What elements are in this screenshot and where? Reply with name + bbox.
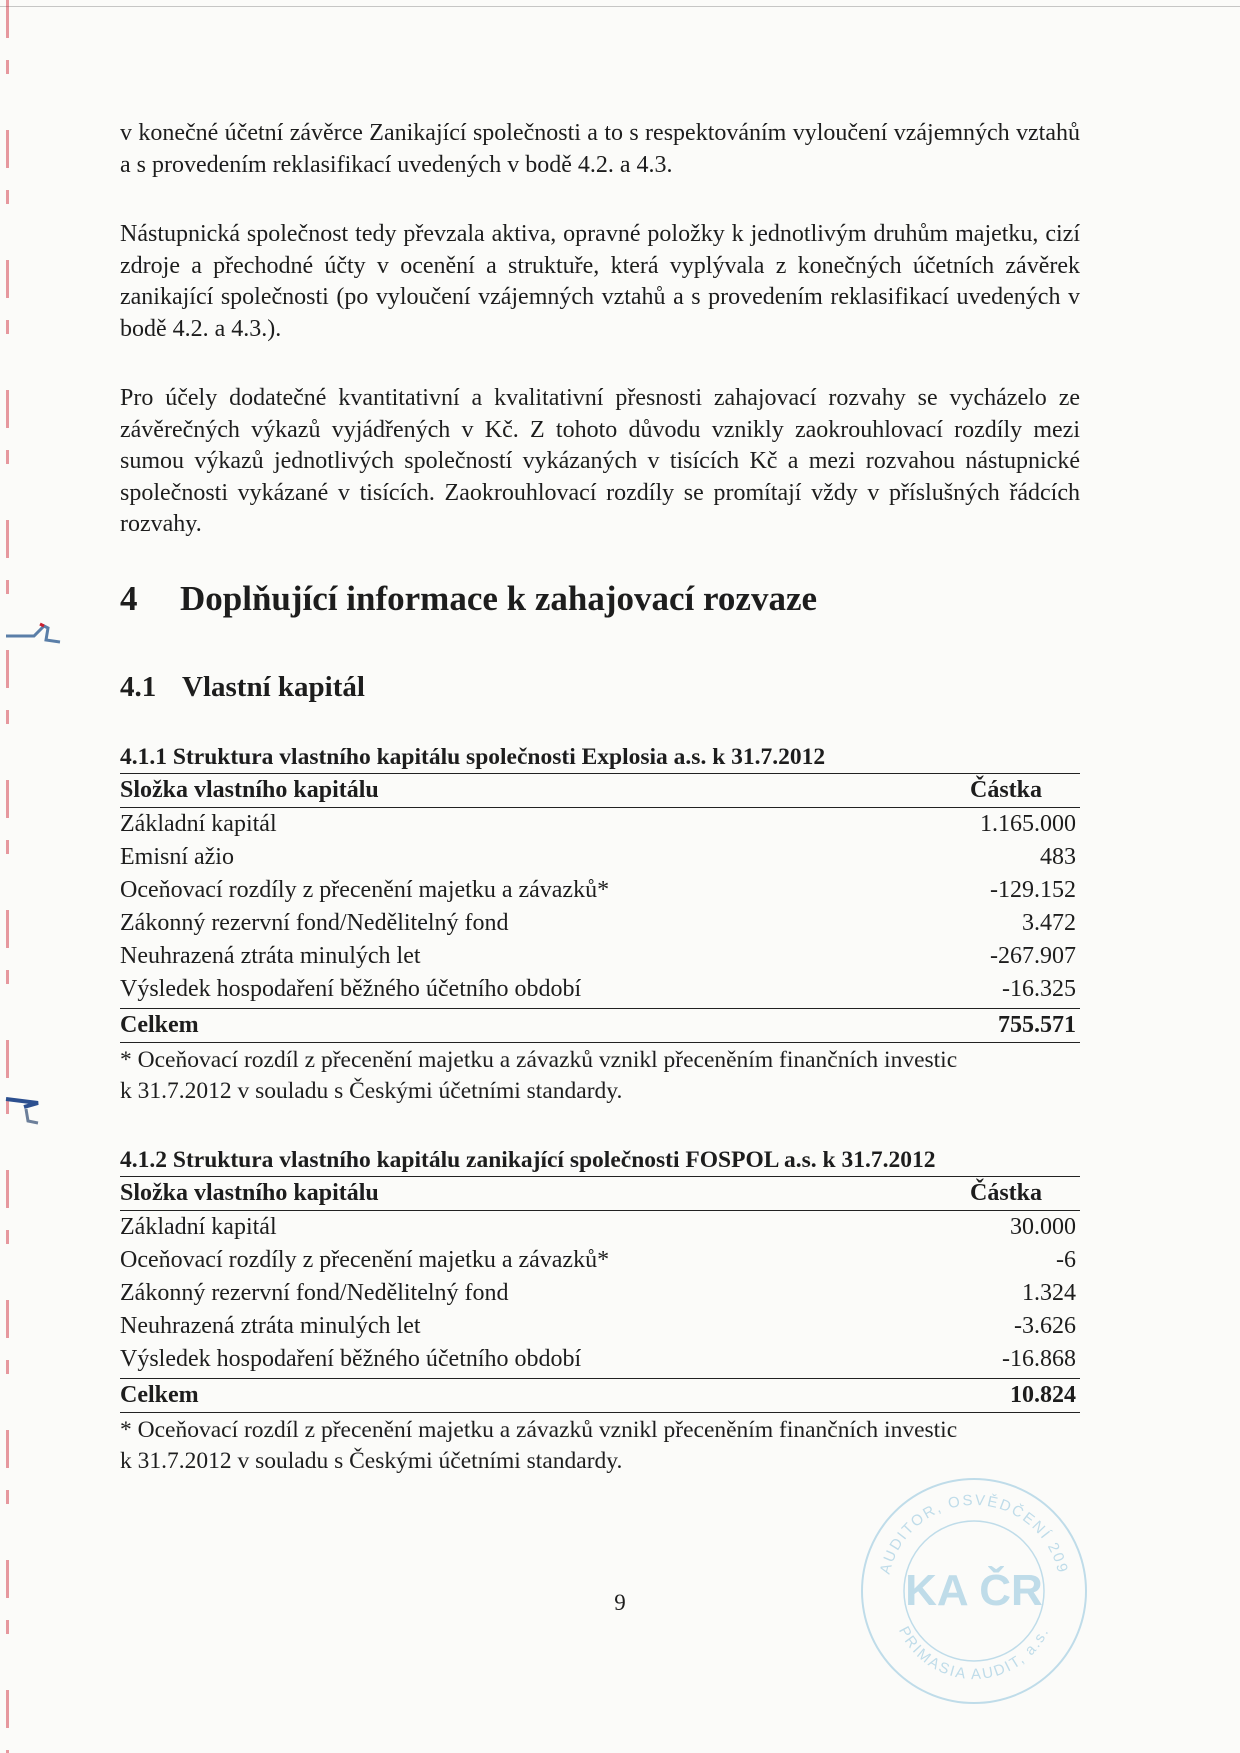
subsection-number: 4.1 xyxy=(120,670,157,703)
table-row xyxy=(120,973,1080,1006)
paragraph: v konečné účetní závěrce Zanikající společnosti a to s respektováním vyloučení vzájemných vztahů a s provedením reklasifikací uvedených v bodě 4.2. a 4.3. xyxy=(120,120,1080,178)
table-footnote xyxy=(120,1045,1080,1107)
row-label: Výsledek hospodaření běžného účetního období xyxy=(120,1345,582,1372)
row-label: Zákonný rezervní fond/Nedělitelný fond xyxy=(120,1279,509,1306)
margin-mark xyxy=(4,620,62,644)
row-label: Emisní ažio xyxy=(120,843,234,870)
footnote-line: k 31.7.2012 v souladu s Českými účetními standardy. xyxy=(120,1447,623,1474)
svg-text:AUDITOR, OSVĚDČENÍ 209 xyxy=(877,1492,1071,1576)
subsection-heading xyxy=(120,671,1080,704)
table-caption: 4.1.2 Struktura vlastního kapitálu zanikající společnosti FOSPOL a.s. k 31.7.2012 xyxy=(120,1147,1080,1177)
column-header-value: Částka xyxy=(969,776,1042,803)
row-value: -16.325 xyxy=(1002,975,1076,1002)
stamp-top-text: AUDITOR, OSVĚDČENÍ 209 xyxy=(876,1491,1072,1576)
table-total-row xyxy=(120,1008,1080,1043)
section-title: Doplňující informace k zahajovací rozvaze xyxy=(180,578,818,618)
table-caption: 4.1.1 Struktura vlastního kapitálu společnosti Explosia a.s. k 31.7.2012 xyxy=(120,744,1080,774)
table-row xyxy=(120,907,1080,940)
table-header-row xyxy=(120,1177,1080,1211)
row-value: 30.000 xyxy=(1010,1213,1076,1240)
table-row xyxy=(120,940,1080,973)
column-header-value: Částka xyxy=(969,1179,1042,1206)
column-header-label: Složka vlastního kapitálu xyxy=(120,776,379,803)
row-label: Neuhrazená ztráta minulých let xyxy=(120,942,421,969)
equity-table-fospol xyxy=(120,1147,1080,1477)
row-value: 1.324 xyxy=(1022,1279,1076,1306)
footnote-line: * Oceňovací rozdíl z přecenění majetku a závazků vznikl přeceněním finančních investic xyxy=(120,1416,958,1443)
row-value: 3.472 xyxy=(1022,909,1076,936)
auditor-stamp xyxy=(858,1475,1090,1707)
total-value: 755.571 xyxy=(998,1011,1076,1038)
row-value: 1.165.000 xyxy=(980,810,1076,837)
table-header-row xyxy=(120,774,1080,808)
row-label: Neuhrazená ztráta minulých let xyxy=(120,1312,421,1339)
footnote-line: * Oceňovací rozdíl z přecenění majetku a závazků vznikl přeceněním finančních investic xyxy=(120,1046,958,1073)
section-number: 4 xyxy=(120,578,138,618)
total-label: Celkem xyxy=(120,1381,199,1408)
table-total-row xyxy=(120,1378,1080,1413)
page-number: 9 xyxy=(614,1590,626,1615)
total-label: Celkem xyxy=(120,1011,199,1038)
row-label: Oceňovací rozdíly z přecenění majetku a závazků* xyxy=(120,876,610,903)
paragraph: Pro účely dodatečné kvantitativní a kvalitativní přesnosti zahajovací rozvahy se vycházelo ze závěrečných výkazů vyjádřených v Kč. Z tohoto důvodu vznikly zaokrouhlovací rozdíly mezi sumou výkazů jednotlivých společností vykázaných v tisících Kč a mezi rozvahou nástupnické společnosti vykázané v tisících. Zaokrouhlovací rozdíly se promítají vždy v příslušných řádcích rozvahy. xyxy=(120,385,1080,537)
table-row xyxy=(120,874,1080,907)
table-row xyxy=(120,808,1080,841)
row-label: Výsledek hospodaření běžného účetního období xyxy=(120,975,582,1002)
document-body xyxy=(120,118,1080,1517)
binder-edge-marks xyxy=(6,0,9,1753)
row-value: -129.152 xyxy=(990,876,1076,903)
table-footnote xyxy=(120,1415,1080,1477)
row-value: -267.907 xyxy=(990,942,1076,969)
column-header-label: Složka vlastního kapitálu xyxy=(120,1179,379,1206)
svg-text:PRIMASIA AUDIT, a.s. xyxy=(895,1624,1053,1683)
scan-edge-line xyxy=(0,6,1240,7)
paragraph: Nástupnická společnost tedy převzala aktiva, opravné položky k jednotlivým druhům majetku, cizí zdroje a přechodné účty v ocenění a struktuře, která vyplývala z konečných účetních závěrek zanikající společnosti (po vyloučení vzájemných vztahů a s provedením reklasifikací uvedených v bodě 4.2. a 4.3.). xyxy=(120,221,1080,342)
table-row xyxy=(120,1310,1080,1343)
row-value: 483 xyxy=(1040,843,1076,870)
row-value: -16.868 xyxy=(1002,1345,1076,1372)
equity-table-explosia xyxy=(120,744,1080,1107)
table-row xyxy=(120,1244,1080,1277)
subsection-title: Vlastní kapitál xyxy=(182,670,365,703)
table-row xyxy=(120,841,1080,874)
row-label: Základní kapitál xyxy=(120,810,277,837)
stamp-bottom-text: PRIMASIA AUDIT, a.s. xyxy=(895,1623,1053,1684)
row-value: -3.626 xyxy=(1014,1312,1076,1339)
row-label: Základní kapitál xyxy=(120,1213,277,1240)
table-row xyxy=(120,1343,1080,1376)
total-value: 10.824 xyxy=(1010,1381,1076,1408)
row-label: Oceňovací rozdíly z přecenění majetku a závazků* xyxy=(120,1246,610,1273)
footnote-line: k 31.7.2012 v souladu s Českými účetními standardy. xyxy=(120,1077,623,1104)
section-heading xyxy=(120,579,1080,619)
stamp-logo: KA ČR xyxy=(905,1566,1043,1615)
table-row xyxy=(120,1211,1080,1244)
row-label: Zákonný rezervní fond/Nedělitelný fond xyxy=(120,909,509,936)
row-value: -6 xyxy=(1056,1246,1076,1273)
table-row xyxy=(120,1277,1080,1310)
margin-mark xyxy=(4,1095,40,1127)
